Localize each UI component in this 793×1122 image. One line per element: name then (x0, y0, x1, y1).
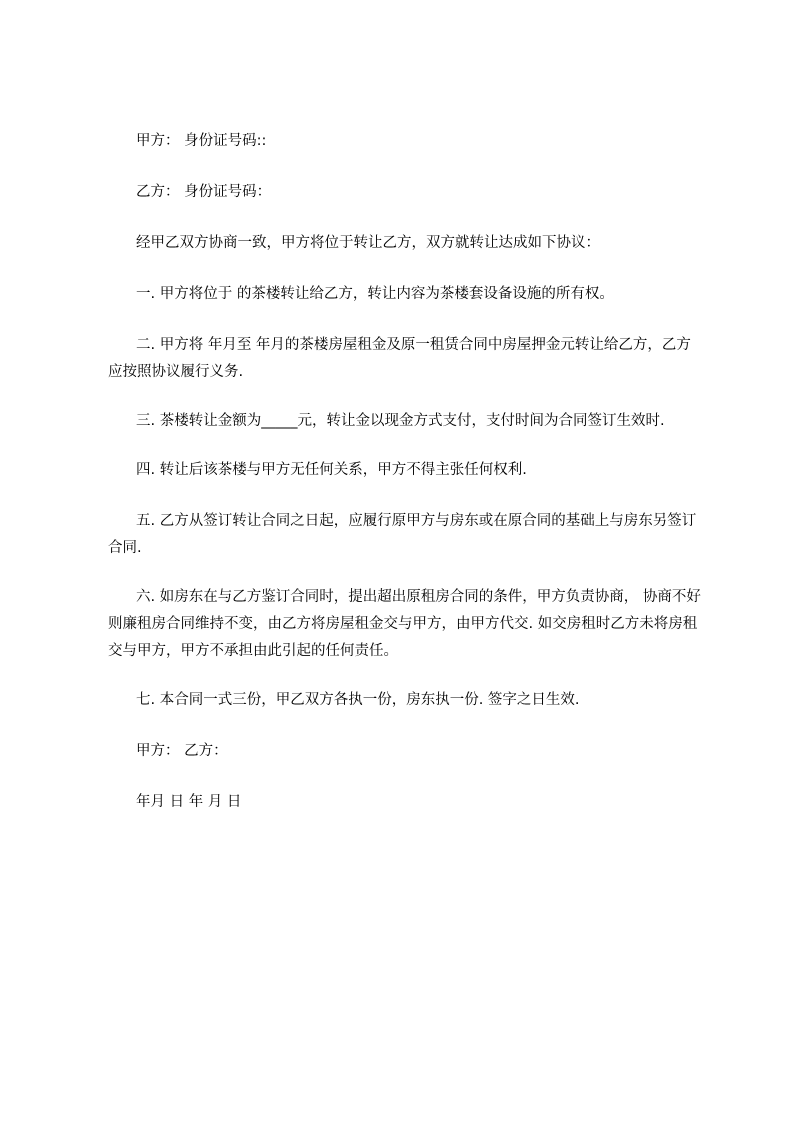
preamble: 经甲乙双方协商一致，甲方将位于转让乙方，双方就转让达成如下协议： (136, 235, 600, 251)
clause-3: 三. 茶楼转让金额为_____元，转让金以现金方式支付，支付时间为合同签订生效时. (136, 413, 665, 429)
party-b-id-line: 乙方： 身份证号码： (136, 184, 272, 200)
signature-line: 甲方： 乙方： (136, 743, 228, 759)
clause-5: 五. 乙方从签订转让合同之日起，应履行原甲方与房东或在原合同的基础上与房东另签订合同. (108, 513, 697, 556)
clause-1: 一. 甲方将位于 的茶楼转让给乙方，转让内容为茶楼套设备设施的所有权。 (136, 286, 614, 302)
clause-4: 四. 转让后该茶楼与甲方无任何关系，甲方不得主张任何权利. (136, 462, 527, 478)
clause-2: 二. 甲方将 年月至 年月的茶楼房屋租金及原一租赁合同中房屋押金元转让给乙方，乙方应按照协议履行义务. (108, 337, 691, 380)
date-line: 年月 日 年 月 日 (136, 794, 242, 810)
party-a-id-line: 甲方： 身份证号码:: (136, 133, 267, 149)
clause-6: 六. 如房东在与乙方鉴订合同时，提出超出原租房合同的条件，甲方负责协商， 协商不好则廉租房合同维持不变，由乙方将房屋租金交与甲方，由甲方代交. 如交房租时乙方未将房租交与甲方，甲方不承担由此引起的任何责任。 (108, 589, 701, 659)
clause-7: 七. 本合同一式三份，甲乙双方各执一份，房东执一份. 签字之日生效. (136, 692, 580, 708)
contract-body (108, 128, 704, 840)
